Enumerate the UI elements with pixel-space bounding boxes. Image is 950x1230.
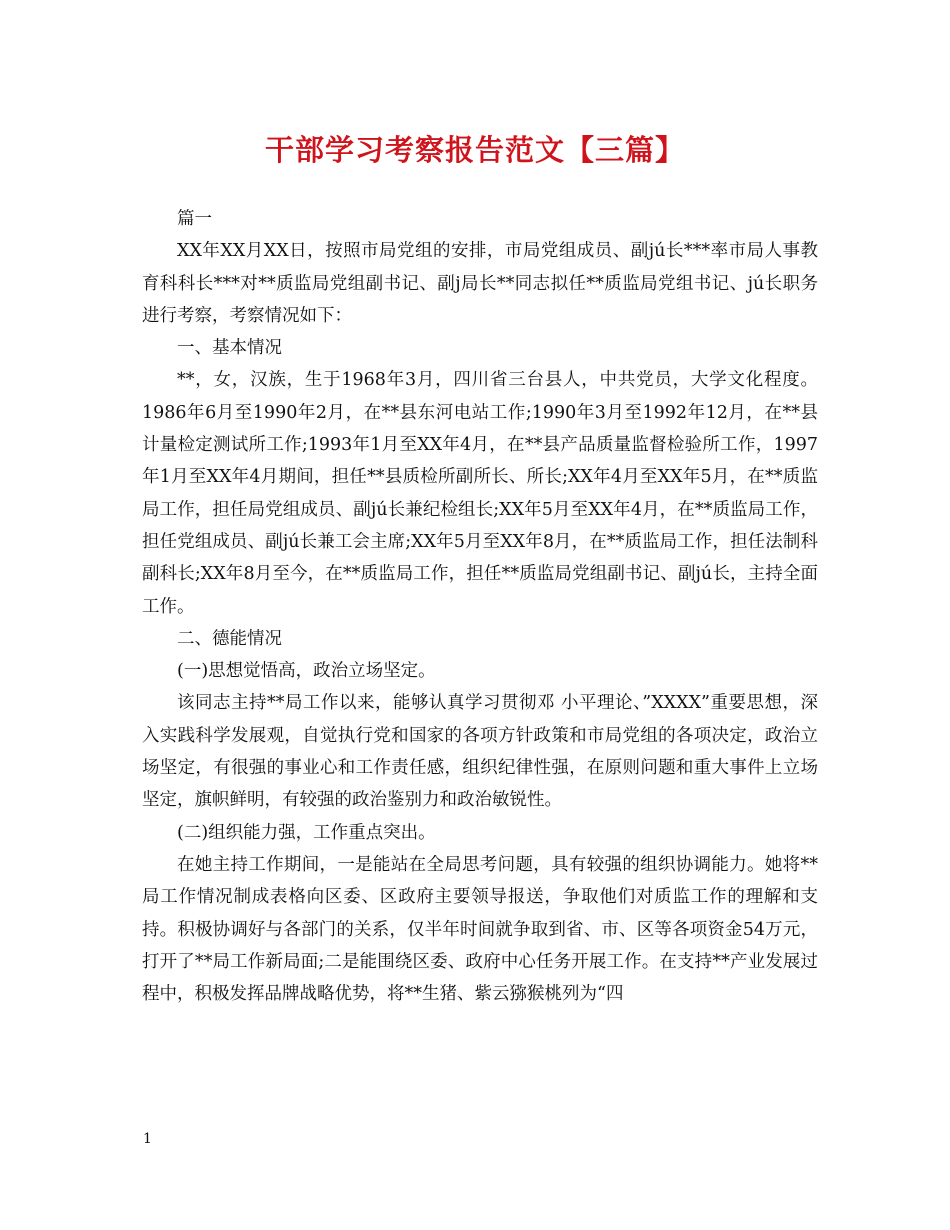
body-paragraph: **，女，汉族，生于1968年3月，四川省三台县人，中共党员，大学文化程度。1986年6月至1990年2月，在**县东河电站工作;1990年3月至1992年12月，在**县计量检定测试所工作;1993年1月至XX年4月，在**县产品质量监督检验所工作，1997年1月至XX年4月期间，担任**县质检所副所长、所长;XX年4月至XX年5月，在**质监局工作，担任局党组成员、副jú长兼纪检组长;XX年5月至XX年4月，在**质监局工作，担任党组成员、副jú长兼工会主席;XX年5月至XX年8月，在**质监局工作，担任法制科副科长;XX年8月至今，在**质监局工作，担任**质监局党组副书记、副jú长，主持全面工作。 [142, 370, 818, 617]
subsection-heading: (二)组织能力强，工作重点突出。 [177, 822, 436, 843]
document-body [142, 203, 818, 1010]
subsection-heading: (一)思想觉悟高，政治立场坚定。 [177, 661, 436, 682]
page-number: 1 [143, 1131, 152, 1147]
section-heading: 二、德能情况 [177, 628, 282, 649]
document-title: 干部学习考察报告范文【三篇】 [264, 133, 685, 167]
section-label: 篇一 [177, 209, 212, 229]
body-paragraph: 在她主持工作期间，一是能站在全局思考问题，具有较强的组织协调能力。她将**局工作情况制成表格向区委、区政府主要领导报送，争取他们对质监工作的理解和支持。积极协调好与各部门的关系，仅半年时间就争取到省、市、区等各项资金54万元，打开了**局工作新局面;二是能围绕区委、政府中心任务开展工作。在支持**产业发展过程中，积极发挥品牌战略优势，将**生猪、紫云猕猴桃列为“四 [142, 854, 818, 1005]
body-paragraph: XX年XX月XX日，按照市局党组的安排，市局党组成员、副jú长***率市局人事教育科科长***对**质监局党组副书记、副j局长**同志拟任**质监局党组书记、jú长职务进行考察，考察情况如下： [142, 241, 818, 326]
section-heading: 一、基本情况 [177, 338, 282, 359]
body-paragraph: 该同志主持**局工作以来，能够认真学习贯彻邓 小平理论、”XXXX”重要思想，深入实践科学发展观，自觉执行党和国家的各项方针政策和市局党组的各项决定，政治立场坚定，有很强的事业心和工作责任感，组织纪律性强，在原则问题和重大事件上立场坚定，旗帜鲜明，有较强的政治鉴别力和政治敏锐性。 [142, 693, 818, 811]
